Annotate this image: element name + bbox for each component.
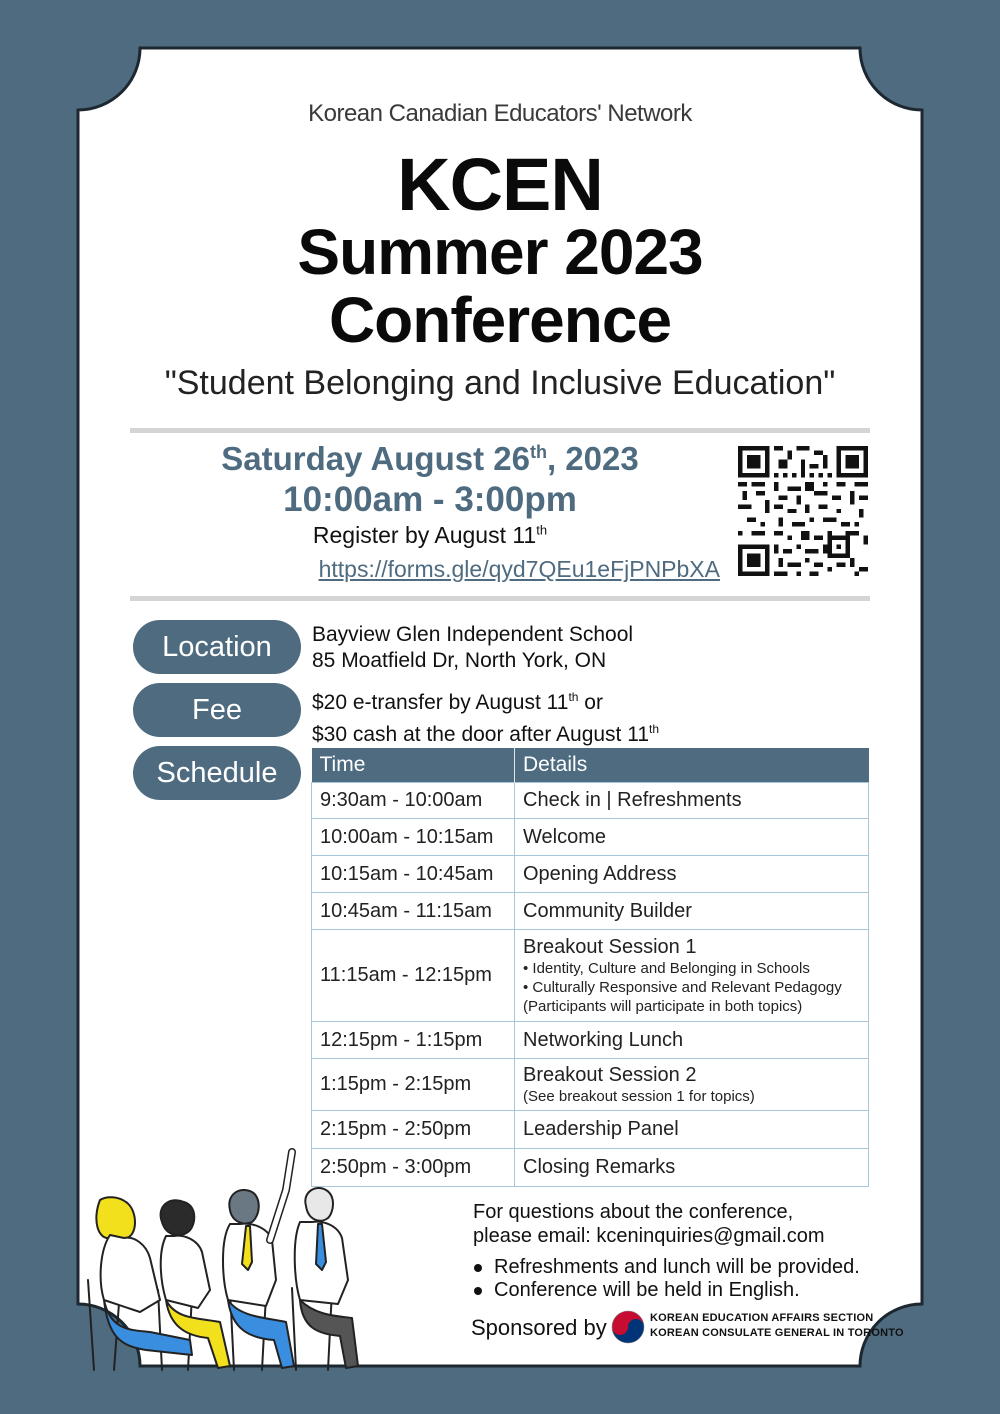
location-label: Location — [133, 620, 301, 674]
table-row — [312, 1059, 869, 1111]
divider-top — [130, 428, 870, 433]
row-details-cell — [515, 1059, 869, 1111]
korea-emblem-icon — [611, 1310, 645, 1344]
table-row — [312, 783, 869, 819]
divider-bottom — [130, 596, 870, 601]
table-row — [312, 1149, 869, 1187]
register-ordinal: th — [536, 522, 548, 538]
event-time: 10:00am - 3:00pm — [283, 480, 577, 519]
row-time: 2:50pm - 3:00pm — [312, 1149, 515, 1187]
fee-info — [312, 684, 659, 748]
fee-line-2 — [312, 716, 659, 748]
row-details: Leadership Panel — [515, 1111, 869, 1149]
table-row — [312, 819, 869, 856]
row-subitem: • Identity, Culture and Belonging in Schools — [523, 959, 810, 977]
fee-line-1 — [312, 684, 659, 716]
table-row — [312, 930, 869, 1022]
registration-link[interactable]: https://forms.gle/qyd7QEu1eFjPNPbXA — [318, 556, 720, 582]
title-line-3: Conference — [328, 284, 672, 356]
location-info — [312, 622, 633, 674]
date-text: Saturday August 26 — [221, 440, 530, 477]
sponsor-org-line-2: KOREAN CONSULATE GENERAL IN TORONTO — [650, 1327, 904, 1339]
row-details: Breakout Session 1 — [523, 935, 697, 958]
header-time: Time — [312, 748, 515, 783]
note-text: Conference will be held in English. — [494, 1279, 800, 1301]
row-time: 1:15pm - 2:15pm — [312, 1059, 515, 1111]
location-line-1: Bayview Glen Independent School — [312, 623, 634, 646]
row-time: 10:00am - 10:15am — [312, 819, 515, 856]
row-details: Community Builder — [515, 893, 869, 930]
row-time: 12:15pm - 1:15pm — [312, 1022, 515, 1059]
qr-code-icon[interactable] — [738, 446, 868, 576]
row-subitem: (Participants will participate in both topics) — [523, 997, 803, 1015]
register-text: Register by August 11 — [312, 522, 537, 548]
date-year: , 2023 — [546, 440, 639, 477]
sponsor-org-line-1: KOREAN EDUCATION AFFAIRS SECTION — [650, 1312, 874, 1324]
title-line-2: Summer 2023 — [297, 216, 703, 288]
fee-line-1-suffix: or — [578, 691, 603, 714]
sponsor-label: Sponsored by — [471, 1315, 607, 1340]
header-details: Details — [515, 748, 869, 783]
conference-theme: "Student Belonging and Inclusive Education" — [164, 364, 836, 402]
fee-line-1-ordinal: th — [568, 690, 579, 704]
contact-info — [473, 1200, 825, 1248]
bullet-icon — [474, 1287, 482, 1295]
schedule-header-row — [312, 748, 869, 783]
date-ordinal: th — [529, 442, 547, 462]
event-date — [130, 440, 730, 478]
row-details: Opening Address — [515, 856, 869, 893]
note-item — [474, 1256, 860, 1279]
row-time: 10:15am - 10:45am — [312, 856, 515, 893]
row-details: Welcome — [515, 819, 869, 856]
table-row — [312, 893, 869, 930]
fee-label: Fee — [133, 683, 301, 737]
table-row — [312, 1022, 869, 1059]
schedule-label: Schedule — [133, 746, 301, 800]
table-row — [312, 856, 869, 893]
table-row — [312, 1111, 869, 1149]
row-time: 9:30am - 10:00am — [312, 783, 515, 819]
organization-name: Korean Canadian Educators' Network — [308, 100, 692, 127]
register-deadline — [130, 522, 730, 549]
row-details: Breakout Session 2 — [523, 1063, 697, 1086]
row-subitem: • Culturally Responsive and Relevant Pedagogy — [523, 978, 842, 996]
fee-line-2-ordinal: th — [649, 722, 660, 736]
bullet-icon — [474, 1264, 482, 1272]
title-line-1: KCEN — [397, 143, 603, 226]
contact-line-1: For questions about the conference, — [473, 1201, 794, 1223]
row-time: 10:45am - 11:15am — [312, 893, 515, 930]
row-details: Networking Lunch — [515, 1022, 869, 1059]
audience-illustration — [80, 1140, 380, 1375]
note-text: Refreshments and lunch will be provided. — [494, 1256, 860, 1278]
fee-line-2-text: $30 cash at the door after August 11 — [312, 723, 650, 746]
note-item — [474, 1279, 800, 1302]
contact-email[interactable]: please email: kceninquiries@gmail.com — [473, 1225, 825, 1247]
row-details: Check in | Refreshments — [515, 783, 869, 819]
location-line-2: 85 Moatfield Dr, North York, ON — [312, 649, 607, 672]
row-subitem: (See breakout session 1 for topics) — [523, 1087, 755, 1105]
row-details: Closing Remarks — [515, 1149, 869, 1187]
row-time: 2:15pm - 2:50pm — [312, 1111, 515, 1149]
row-time: 11:15am - 12:15pm — [312, 930, 515, 1022]
row-details-cell — [515, 930, 869, 1022]
fee-line-1-text: $20 e-transfer by August 11 — [312, 691, 569, 714]
schedule-table — [311, 748, 869, 1187]
